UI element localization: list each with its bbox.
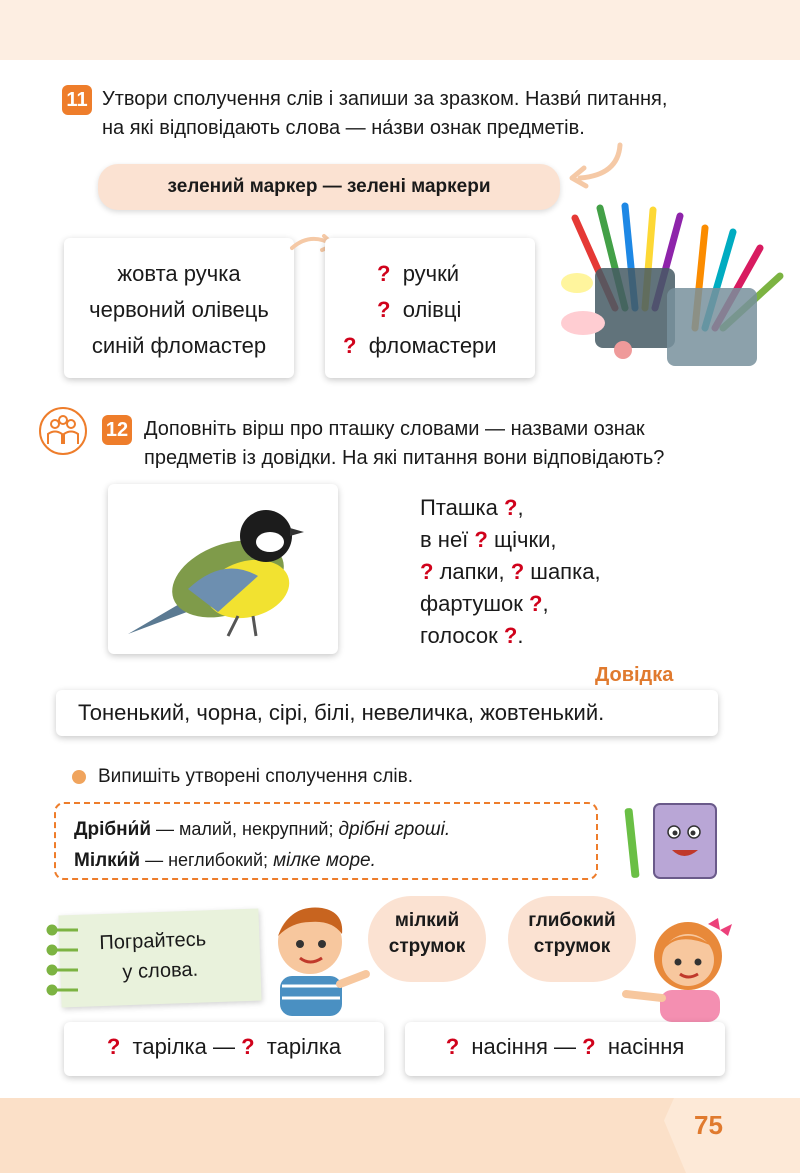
page-number: 75 bbox=[694, 1110, 723, 1140]
left-item-2: червоний олівець bbox=[89, 297, 269, 322]
game-note bbox=[58, 909, 261, 1008]
noun-plural-card bbox=[325, 238, 535, 378]
note-pins-icon bbox=[44, 918, 84, 998]
group-work-icon bbox=[38, 406, 88, 456]
bullet-instruction: Випишіть утворені сполучення слів. bbox=[98, 766, 414, 787]
speech-bubble-deep bbox=[508, 896, 636, 982]
left-item-1: жовта ручка bbox=[117, 261, 241, 286]
left-item-3: синій фломастер bbox=[91, 333, 267, 358]
bubble-deep-line1: глибокий bbox=[528, 910, 616, 931]
vocabulary-box bbox=[54, 802, 598, 880]
vocab-line-1: Дрібни́й — малий, некрупний; дрібні гроші. bbox=[74, 819, 451, 840]
game-card-plate: ? тарілка — ? тарілка bbox=[64, 1022, 384, 1076]
speech-bubble-shallow bbox=[368, 896, 486, 982]
task-12-text-line2: предметів із довідки. На які питання вони відповідають? bbox=[144, 447, 665, 469]
bubble-shallow-line1: мілкий bbox=[394, 910, 460, 931]
poem-line-1: Пташка ?, bbox=[420, 495, 524, 520]
bubble-shallow-line2: струмок bbox=[388, 936, 466, 957]
task-12-badge: 12 bbox=[102, 415, 132, 445]
right-item-3: ? фломастери bbox=[343, 333, 497, 358]
vocab-line-2: Мілки́й — неглибокий; мілке море. bbox=[74, 850, 376, 871]
girl-illustration bbox=[620, 912, 740, 1022]
game-note-line2: у слова. bbox=[122, 958, 199, 984]
titmouse-bird-illustration bbox=[108, 484, 338, 654]
poem-line-3: ? лапки, ? шапка, bbox=[420, 559, 601, 584]
poem-line-5: голосок ?. bbox=[420, 623, 524, 648]
right-item-1: ? ручки́ bbox=[377, 261, 460, 286]
reference-title: Довідка bbox=[595, 664, 674, 686]
pencil-cup-illustration bbox=[555, 198, 795, 373]
example-pill: зелений маркер — зелені маркери bbox=[98, 164, 560, 210]
page-number-tab bbox=[664, 1098, 800, 1173]
task-11-text-line1: Утвори сполучення слів і запиши за зразком. Назви́ питання, bbox=[102, 88, 668, 110]
boy-illustration bbox=[262, 898, 372, 1018]
top-band bbox=[0, 0, 800, 60]
curved-arrow-icon bbox=[560, 140, 630, 190]
adjective-singular-card bbox=[64, 238, 294, 378]
bird-picture-card bbox=[108, 484, 338, 654]
bullet-dot bbox=[72, 770, 86, 784]
task-11-badge: 11 bbox=[62, 85, 92, 115]
task-12-text-line1: Доповніть вірш про пташку словами — назвами ознак bbox=[144, 418, 645, 440]
task-11-text-line2: на які відповідають слова — на́зви ознак предметів. bbox=[102, 117, 585, 139]
bubble-deep-line2: струмок bbox=[533, 936, 611, 957]
game-note-line1: Пограйтесь bbox=[99, 928, 207, 955]
reference-card: Тоненький, чорна, сірі, білі, невеличка, жовтенький. bbox=[56, 690, 718, 736]
poem-line-2: в неї ? щічки, bbox=[420, 527, 557, 552]
notebook-mascot-illustration bbox=[622, 798, 732, 888]
poem-line-4: фартушок ?, bbox=[420, 591, 549, 616]
game-card-seeds: ? насіння — ? насіння bbox=[405, 1022, 725, 1076]
right-item-2: ? олівці bbox=[377, 297, 462, 322]
